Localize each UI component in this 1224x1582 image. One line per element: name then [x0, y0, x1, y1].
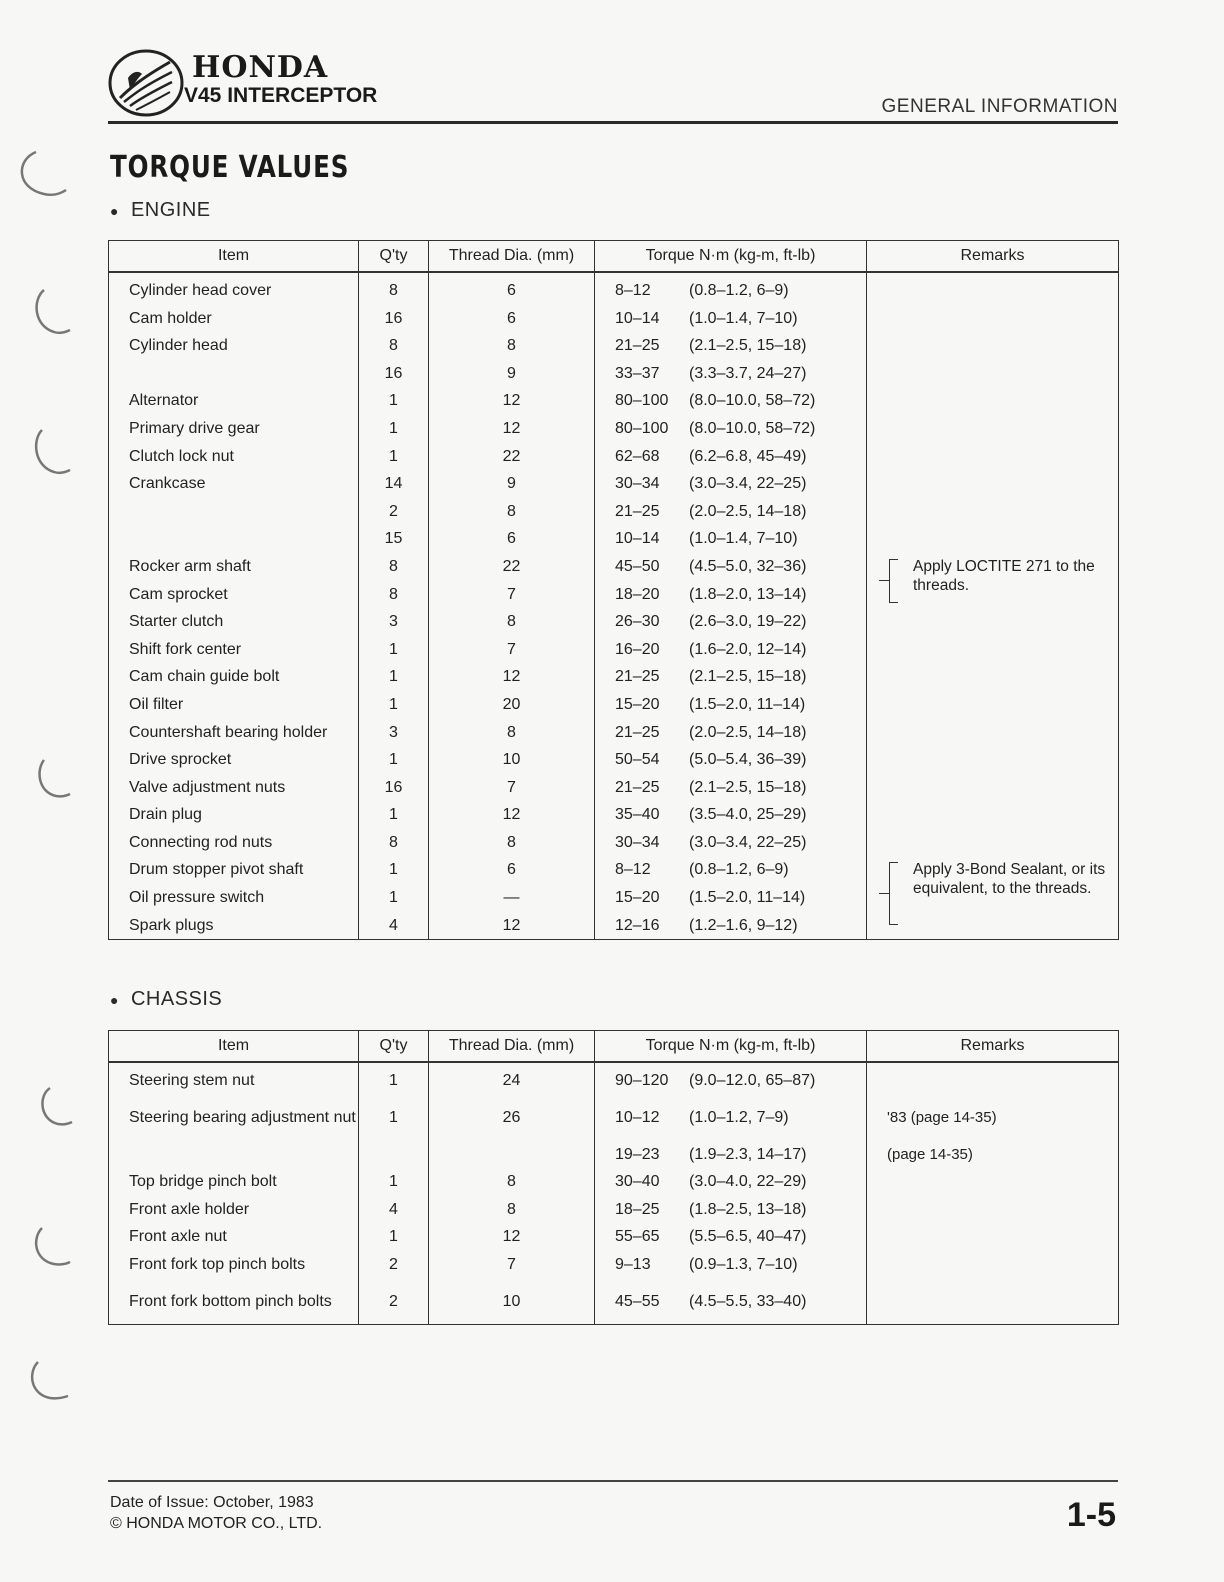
qty-cell: 1 — [359, 884, 429, 912]
thread-dia-cell: 6 — [429, 305, 595, 333]
torque-conversion: (1.2–1.6, 9–12) — [689, 916, 798, 934]
torque-cell — [595, 581, 867, 609]
footer — [110, 1492, 322, 1534]
torque-cell — [595, 1251, 867, 1279]
torque-conversion: (2.1–2.5, 15–18) — [689, 337, 807, 355]
qty-cell: 1 — [359, 443, 429, 471]
remarks-cell — [867, 332, 1119, 360]
torque-nm: 12–16 — [615, 916, 660, 934]
thread-dia-cell: 12 — [429, 415, 595, 443]
footer-rule — [108, 1480, 1118, 1482]
torque-conversion: (3.0–3.4, 22–25) — [689, 833, 807, 851]
item-cell: Front fork top pinch bolts — [109, 1251, 359, 1279]
table-row — [109, 1279, 1119, 1325]
thread-dia-cell: 7 — [429, 1251, 595, 1279]
qty-cell: 1 — [359, 801, 429, 829]
item-cell — [109, 525, 359, 553]
remarks-cell — [867, 829, 1119, 857]
table-row — [109, 1223, 1119, 1251]
col-thread-dia: Thread Dia. (mm) — [429, 1031, 595, 1063]
torque-cell — [595, 719, 867, 747]
torque-cell — [595, 1196, 867, 1224]
torque-conversion: (1.0–1.4, 7–10) — [689, 530, 798, 548]
remarks-cell — [867, 1251, 1119, 1279]
remarks-cell — [867, 305, 1119, 333]
qty-cell: 8 — [359, 581, 429, 609]
qty-cell — [359, 1141, 429, 1169]
table-row — [109, 1196, 1119, 1224]
qty-cell: 2 — [359, 1251, 429, 1279]
item-cell: Oil pressure switch — [109, 884, 359, 912]
torque-nm: 16–20 — [615, 640, 660, 658]
torque-nm: 55–65 — [615, 1228, 660, 1246]
torque-conversion: (0.8–1.2, 6–9) — [689, 861, 789, 879]
item-cell: Front axle holder — [109, 1196, 359, 1224]
table-row — [109, 636, 1119, 664]
col-qty: Q'ty — [359, 241, 429, 273]
torque-cell — [595, 746, 867, 774]
torque-cell — [595, 332, 867, 360]
torque-cell — [595, 498, 867, 526]
qty-cell: 3 — [359, 719, 429, 747]
thread-dia-cell: 8 — [429, 1168, 595, 1196]
qty-cell: 8 — [359, 829, 429, 857]
torque-conversion: (9.0–12.0, 65–87) — [689, 1072, 816, 1089]
qty-cell: 1 — [359, 1223, 429, 1251]
torque-cell — [595, 856, 867, 884]
qty-cell: 2 — [359, 1279, 429, 1325]
remarks-cell — [867, 415, 1119, 443]
remarks-cell — [867, 553, 1119, 594]
table-row — [109, 746, 1119, 774]
remarks-cell — [867, 470, 1119, 498]
table-row — [109, 553, 1119, 581]
torque-conversion: (2.0–2.5, 14–18) — [689, 502, 807, 520]
qty-cell: 1 — [359, 746, 429, 774]
thread-dia-cell: 8 — [429, 608, 595, 636]
torque-nm: 26–30 — [615, 613, 660, 631]
table-row — [109, 884, 1119, 912]
thread-dia-cell: — — [429, 884, 595, 912]
torque-cell — [595, 801, 867, 829]
thread-dia-cell — [429, 1141, 595, 1169]
torque-cell — [595, 525, 867, 553]
table-header-row — [109, 241, 1119, 273]
torque-nm: 8–12 — [615, 282, 651, 299]
torque-conversion: (2.0–2.5, 14–18) — [689, 723, 807, 741]
thread-dia-cell: 12 — [429, 387, 595, 415]
remarks-cell — [867, 884, 1119, 912]
col-torque: Torque N·m (kg-m, ft-lb) — [595, 241, 867, 273]
qty-cell: 16 — [359, 360, 429, 388]
thread-dia-cell: 7 — [429, 581, 595, 609]
remarks-cell — [867, 525, 1119, 553]
torque-nm: 18–20 — [615, 585, 660, 603]
table-row — [109, 1141, 1119, 1169]
thread-dia-cell: 7 — [429, 636, 595, 664]
torque-conversion: (1.9–2.3, 14–17) — [689, 1145, 807, 1163]
remarks-cell — [867, 581, 1119, 609]
remarks-cell: '83 (page 14-35) — [867, 1095, 1119, 1141]
torque-conversion: (1.5–2.0, 11–14) — [689, 889, 806, 907]
thread-dia-cell: 8 — [429, 1196, 595, 1224]
qty-cell: 4 — [359, 1196, 429, 1224]
torque-conversion: (1.8–2.0, 13–14) — [689, 585, 807, 603]
torque-conversion: (0.9–1.3, 7–10) — [689, 1255, 798, 1273]
torque-cell — [595, 387, 867, 415]
engine-section-label — [110, 199, 211, 222]
honda-logo — [108, 48, 398, 118]
thread-dia-cell: 12 — [429, 801, 595, 829]
remarks-cell — [867, 1196, 1119, 1224]
torque-cell — [595, 691, 867, 719]
item-cell — [109, 498, 359, 526]
thread-dia-cell: 6 — [429, 272, 595, 305]
thread-dia-cell: 6 — [429, 856, 595, 884]
torque-nm: 21–25 — [615, 502, 660, 520]
table-row — [109, 415, 1119, 443]
torque-conversion: (8.0–10.0, 58–72) — [689, 419, 816, 437]
qty-cell: 1 — [359, 1095, 429, 1141]
thread-dia-cell: 12 — [429, 1223, 595, 1251]
remarks-cell — [867, 719, 1119, 747]
item-cell: Drum stopper pivot shaft — [109, 856, 359, 884]
col-remarks: Remarks — [867, 241, 1119, 273]
qty-cell: 8 — [359, 272, 429, 305]
remarks-cell — [867, 1062, 1119, 1095]
torque-nm: 80–100 — [615, 419, 669, 437]
remarks-cell — [867, 856, 1119, 898]
col-qty: Q'ty — [359, 1031, 429, 1063]
torque-nm: 15–20 — [615, 695, 660, 713]
torque-nm: 15–20 — [615, 889, 660, 907]
thread-dia-cell: 22 — [429, 443, 595, 471]
torque-conversion: (0.8–1.2, 6–9) — [689, 282, 789, 299]
table-row — [109, 525, 1119, 553]
remarks-cell — [867, 1223, 1119, 1251]
torque-cell — [595, 1223, 867, 1251]
thread-dia-cell: 10 — [429, 746, 595, 774]
table-row — [109, 360, 1119, 388]
item-cell: Rocker arm shaft — [109, 553, 359, 581]
torque-nm: 19–23 — [615, 1145, 660, 1163]
torque-conversion: (2.1–2.5, 15–18) — [689, 778, 807, 796]
torque-conversion: (4.5–5.5, 33–40) — [689, 1292, 807, 1310]
table-row — [109, 443, 1119, 471]
torque-cell — [595, 663, 867, 691]
thread-dia-cell: 9 — [429, 360, 595, 388]
chassis-section-label — [110, 988, 222, 1011]
table-row — [109, 829, 1119, 857]
item-cell: Cam sprocket — [109, 581, 359, 609]
qty-cell: 4 — [359, 912, 429, 940]
qty-cell: 16 — [359, 774, 429, 802]
col-torque: Torque N·m (kg-m, ft-lb) — [595, 1031, 867, 1063]
bullet-icon: ● — [110, 991, 119, 1008]
item-cell: Cam chain guide bolt — [109, 663, 359, 691]
page-title: TORQUE VALUES — [110, 150, 350, 185]
thread-dia-cell: 24 — [429, 1062, 595, 1095]
torque-cell — [595, 1279, 867, 1325]
torque-conversion: (8.0–10.0, 58–72) — [689, 392, 816, 410]
item-cell: Cylinder head — [109, 332, 359, 360]
torque-nm: 90–120 — [615, 1072, 669, 1089]
torque-conversion: (1.8–2.5, 13–18) — [689, 1200, 807, 1218]
qty-cell: 1 — [359, 691, 429, 719]
qty-cell: 1 — [359, 1062, 429, 1095]
table-row — [109, 1062, 1119, 1095]
item-cell: Spark plugs — [109, 912, 359, 940]
torque-conversion: (2.1–2.5, 15–18) — [689, 668, 807, 686]
torque-cell — [595, 1062, 867, 1095]
torque-nm: 35–40 — [615, 806, 660, 824]
torque-cell — [595, 272, 867, 305]
engine-label: ENGINE — [130, 199, 211, 221]
remarks-cell — [867, 774, 1119, 802]
item-cell: Steering stem nut — [109, 1062, 359, 1095]
remarks-cell — [867, 272, 1119, 305]
remarks-cell — [867, 801, 1119, 829]
torque-conversion: (3.5–4.0, 25–29) — [689, 806, 807, 824]
torque-nm: 21–25 — [615, 723, 660, 741]
table-row — [109, 305, 1119, 333]
item-cell: Oil filter — [109, 691, 359, 719]
thread-dia-cell: 12 — [429, 912, 595, 940]
item-cell: Front axle nut — [109, 1223, 359, 1251]
item-cell: Cam holder — [109, 305, 359, 333]
table-row — [109, 691, 1119, 719]
wing-emblem-icon — [108, 48, 184, 118]
thread-dia-cell: 6 — [429, 525, 595, 553]
item-cell: Top bridge pinch bolt — [109, 1168, 359, 1196]
table-row — [109, 801, 1119, 829]
torque-nm: 62–68 — [615, 447, 660, 465]
remarks-cell — [867, 1168, 1119, 1196]
qty-cell: 1 — [359, 1168, 429, 1196]
chassis-torque-table — [108, 1030, 1119, 1325]
col-remarks: Remarks — [867, 1031, 1119, 1063]
model-name: V45 INTERCEPTOR — [184, 84, 378, 107]
torque-conversion: (1.0–1.2, 7–9) — [689, 1108, 789, 1126]
table-row — [109, 1168, 1119, 1196]
qty-cell: 1 — [359, 387, 429, 415]
item-cell: Shift fork center — [109, 636, 359, 664]
thread-dia-cell: 10 — [429, 1279, 595, 1325]
item-cell: Cylinder head cover — [109, 272, 359, 305]
thread-dia-cell: 12 — [429, 663, 595, 691]
col-item: Item — [109, 1031, 359, 1063]
torque-nm: 21–25 — [615, 337, 660, 355]
item-cell — [109, 360, 359, 388]
engine-torque-table — [108, 240, 1119, 940]
copyright: © HONDA MOTOR CO., LTD. — [110, 1515, 323, 1532]
remarks-cell — [867, 387, 1119, 415]
chassis-label: CHASSIS — [130, 988, 223, 1010]
issue-date: Date of Issue: October, 1983 — [110, 1494, 314, 1511]
qty-cell: 1 — [359, 636, 429, 664]
thread-dia-cell: 8 — [429, 498, 595, 526]
torque-cell — [595, 470, 867, 498]
remarks-cell — [867, 1279, 1119, 1325]
torque-cell — [595, 912, 867, 940]
torque-nm: 30–34 — [615, 475, 660, 493]
qty-cell: 1 — [359, 856, 429, 884]
qty-cell: 1 — [359, 663, 429, 691]
torque-nm: 30–34 — [615, 833, 660, 851]
torque-cell — [595, 415, 867, 443]
table-row — [109, 1251, 1119, 1279]
table-row — [109, 272, 1119, 305]
item-cell: Valve adjustment nuts — [109, 774, 359, 802]
torque-nm: 18–25 — [615, 1200, 660, 1218]
thread-dia-cell: 7 — [429, 774, 595, 802]
table-row — [109, 332, 1119, 360]
col-item: Item — [109, 241, 359, 273]
torque-nm: 45–50 — [615, 557, 660, 575]
torque-nm: 10–14 — [615, 309, 660, 327]
table-row — [109, 856, 1119, 884]
torque-nm: 9–13 — [615, 1255, 651, 1273]
thread-dia-cell: 8 — [429, 719, 595, 747]
remarks-cell: (page 14-35) — [867, 1141, 1119, 1169]
qty-cell: 1 — [359, 415, 429, 443]
table-row — [109, 719, 1119, 747]
item-cell: Front fork bottom pinch bolts — [109, 1279, 359, 1325]
torque-conversion: (2.6–3.0, 19–22) — [689, 613, 807, 631]
qty-cell: 8 — [359, 553, 429, 581]
item-cell: Primary drive gear — [109, 415, 359, 443]
torque-nm: 30–40 — [615, 1173, 660, 1191]
torque-conversion: (5.5–6.5, 40–47) — [689, 1228, 807, 1246]
remark-threebond: Apply 3-Bond Sealant, or its equivalent, to the threads. — [913, 861, 1106, 898]
header-rule — [108, 121, 1118, 124]
table-row — [109, 774, 1119, 802]
torque-conversion: (3.0–3.4, 22–25) — [689, 475, 807, 493]
thread-dia-cell: 26 — [429, 1095, 595, 1141]
table-row — [109, 387, 1119, 415]
table-row — [109, 1095, 1119, 1141]
remarks-cell — [867, 608, 1119, 636]
brand-name: HONDA — [192, 50, 329, 85]
torque-nm: 21–25 — [615, 778, 660, 796]
section-header: GENERAL INFORMATION — [881, 96, 1118, 117]
torque-cell — [595, 1141, 867, 1169]
torque-conversion: (4.5–5.0, 32–36) — [689, 557, 807, 575]
remarks-cell — [867, 691, 1119, 719]
table-row — [109, 608, 1119, 636]
col-thread-dia: Thread Dia. (mm) — [429, 241, 595, 273]
remarks-cell — [867, 746, 1119, 774]
torque-nm: 45–55 — [615, 1292, 660, 1310]
remarks-cell — [867, 912, 1119, 940]
item-cell: Drive sprocket — [109, 746, 359, 774]
torque-conversion: (1.0–1.4, 7–10) — [689, 309, 798, 327]
item-cell: Alternator — [109, 387, 359, 415]
torque-cell — [595, 608, 867, 636]
bullet-icon: ● — [110, 202, 119, 219]
torque-nm: 10–12 — [615, 1108, 660, 1126]
torque-nm: 50–54 — [615, 751, 660, 769]
thread-dia-cell: 8 — [429, 332, 595, 360]
table-row — [109, 470, 1119, 498]
torque-nm: 80–100 — [615, 392, 669, 410]
remarks-cell — [867, 443, 1119, 471]
torque-conversion: (3.0–4.0, 22–29) — [689, 1173, 807, 1191]
item-cell: Drain plug — [109, 801, 359, 829]
table-row — [109, 498, 1119, 526]
qty-cell: 8 — [359, 332, 429, 360]
qty-cell: 14 — [359, 470, 429, 498]
thread-dia-cell: 8 — [429, 829, 595, 857]
item-cell: Crankcase — [109, 470, 359, 498]
table-row — [109, 663, 1119, 691]
torque-cell — [595, 360, 867, 388]
item-cell: Connecting rod nuts — [109, 829, 359, 857]
torque-cell — [595, 443, 867, 471]
page-number: 1-5 — [1066, 1496, 1116, 1534]
item-cell: Starter clutch — [109, 608, 359, 636]
torque-cell — [595, 884, 867, 912]
binder-ring-marks — [14, 140, 84, 1440]
torque-conversion: (5.0–5.4, 36–39) — [689, 751, 807, 769]
torque-conversion: (1.6–2.0, 12–14) — [689, 640, 807, 658]
table-header-row — [109, 1031, 1119, 1063]
torque-cell — [595, 305, 867, 333]
item-cell: Steering bearing adjustment nut — [109, 1095, 359, 1141]
torque-conversion: (6.2–6.8, 45–49) — [689, 447, 807, 465]
item-cell: Clutch lock nut — [109, 443, 359, 471]
qty-cell: 16 — [359, 305, 429, 333]
torque-nm: 10–14 — [615, 530, 660, 548]
remark-loctite: Apply LOCTITE 271 to the threads. — [913, 557, 1095, 594]
thread-dia-cell: 9 — [429, 470, 595, 498]
qty-cell: 2 — [359, 498, 429, 526]
torque-conversion: (1.5–2.0, 11–14) — [689, 695, 806, 713]
torque-cell — [595, 1168, 867, 1196]
remarks-cell — [867, 663, 1119, 691]
torque-cell — [595, 774, 867, 802]
remarks-cell — [867, 360, 1119, 388]
table-row — [109, 581, 1119, 609]
thread-dia-cell: 20 — [429, 691, 595, 719]
remarks-cell — [867, 636, 1119, 664]
torque-cell — [595, 829, 867, 857]
item-cell: Countershaft bearing holder — [109, 719, 359, 747]
torque-cell — [595, 553, 867, 581]
torque-nm: 8–12 — [615, 861, 651, 879]
qty-cell: 15 — [359, 525, 429, 553]
torque-conversion: (3.3–3.7, 24–27) — [689, 364, 807, 382]
torque-cell — [595, 1095, 867, 1141]
item-cell — [109, 1141, 359, 1169]
torque-nm: 21–25 — [615, 668, 660, 686]
thread-dia-cell: 22 — [429, 553, 595, 581]
remarks-cell — [867, 498, 1119, 526]
torque-nm: 33–37 — [615, 364, 660, 382]
qty-cell: 3 — [359, 608, 429, 636]
torque-cell — [595, 636, 867, 664]
table-row — [109, 912, 1119, 940]
